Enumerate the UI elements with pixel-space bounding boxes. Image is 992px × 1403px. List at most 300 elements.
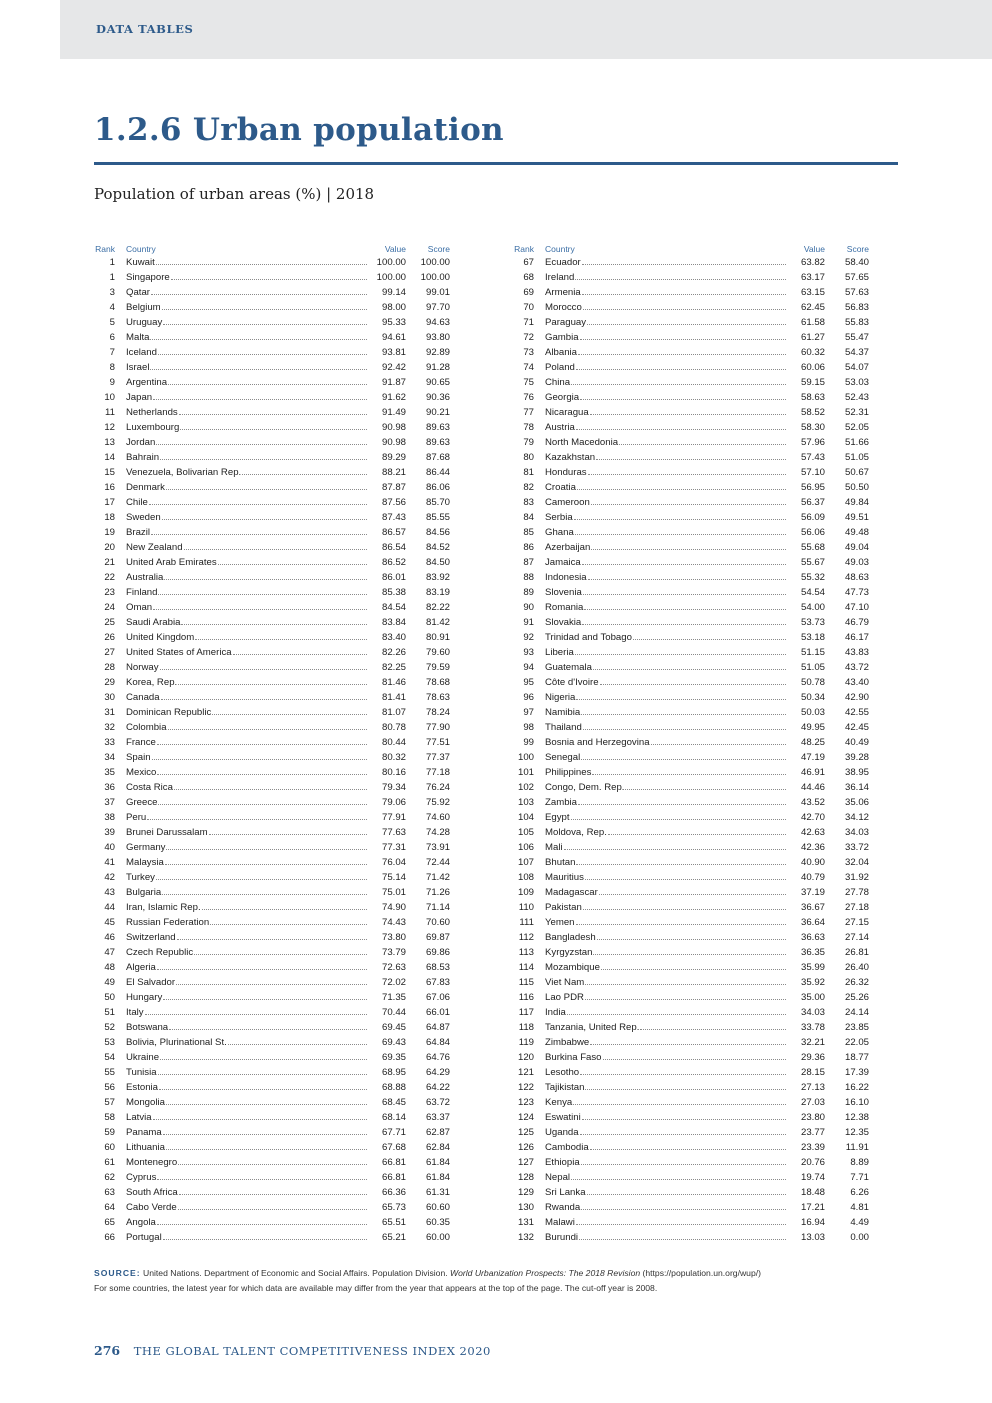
table-subtitle: Population of urban areas (%) | 2018 xyxy=(94,185,375,203)
table-row xyxy=(92,705,450,720)
score-cell: 89.63 xyxy=(425,422,450,433)
value-cell: 46.91 xyxy=(800,767,825,778)
rank-cell: 74 xyxy=(523,362,534,373)
country-cell: Oman xyxy=(126,602,153,613)
country-cell: United Arab Emirates xyxy=(126,557,217,568)
value-cell: 100.00 xyxy=(376,272,406,283)
rank-cell: 37 xyxy=(104,797,115,808)
rank-cell: 112 xyxy=(518,932,534,943)
value-cell: 74.90 xyxy=(381,902,406,913)
table-row xyxy=(511,480,869,495)
value-cell: 65.51 xyxy=(381,1217,406,1228)
score-cell: 46.79 xyxy=(844,617,869,628)
country-cell: Spain xyxy=(126,752,151,763)
score-cell: 56.83 xyxy=(844,302,869,313)
value-cell: 71.35 xyxy=(381,992,406,1003)
country-cell: Philippines xyxy=(545,767,592,778)
table-row xyxy=(511,885,869,900)
rank-cell: 8 xyxy=(109,362,115,373)
score-cell: 12.38 xyxy=(844,1112,869,1123)
value-cell: 49.95 xyxy=(800,722,825,733)
rank-cell: 10 xyxy=(104,392,115,403)
table-row xyxy=(511,1050,869,1065)
value-header: Value xyxy=(384,244,406,254)
score-cell: 90.36 xyxy=(425,392,450,403)
table-row xyxy=(92,495,450,510)
rank-cell: 111 xyxy=(519,917,534,928)
country-cell: Japan xyxy=(126,392,153,403)
value-cell: 91.49 xyxy=(381,407,406,418)
country-cell: Liberia xyxy=(545,647,574,658)
country-cell: Lithuania xyxy=(126,1142,165,1153)
score-cell: 62.87 xyxy=(425,1127,450,1138)
header-band xyxy=(60,0,992,59)
rank-cell: 131 xyxy=(517,1217,534,1228)
rank-cell: 92 xyxy=(523,632,534,643)
country-cell: Egypt xyxy=(545,812,570,823)
rank-cell: 72 xyxy=(523,332,534,343)
rank-cell: 76 xyxy=(523,392,534,403)
value-cell: 75.01 xyxy=(381,887,406,898)
country-cell: Ethiopia xyxy=(545,1157,580,1168)
rank-cell: 114 xyxy=(518,962,534,973)
rank-cell: 67 xyxy=(523,257,534,268)
source-label: SOURCE: xyxy=(94,1268,141,1278)
rank-cell: 88 xyxy=(523,572,534,583)
publication-title: World Urbanization Prospects: The 2018 Revision xyxy=(450,1268,641,1278)
score-cell: 42.45 xyxy=(844,722,869,733)
rank-cell: 89 xyxy=(523,587,534,598)
rank-cell: 43 xyxy=(104,887,115,898)
value-cell: 89.29 xyxy=(381,452,406,463)
rank-cell: 84 xyxy=(523,512,534,523)
table-row xyxy=(92,630,450,645)
value-cell: 82.26 xyxy=(381,647,406,658)
value-cell: 55.32 xyxy=(800,572,825,583)
value-cell: 80.44 xyxy=(381,737,406,748)
rank-cell: 113 xyxy=(518,947,534,958)
score-cell: 77.51 xyxy=(425,737,450,748)
value-cell: 98.00 xyxy=(381,302,406,313)
rank-cell: 85 xyxy=(523,527,534,538)
rank-cell: 7 xyxy=(109,347,115,358)
country-cell: Poland xyxy=(545,362,575,373)
country-cell: Georgia xyxy=(545,392,580,403)
rank-cell: 128 xyxy=(517,1172,534,1183)
country-cell: Armenia xyxy=(545,287,581,298)
score-cell: 69.86 xyxy=(425,947,450,958)
rank-cell: 16 xyxy=(104,482,115,493)
country-cell: Cyprus xyxy=(126,1172,157,1183)
score-cell: 86.44 xyxy=(425,467,450,478)
rank-cell: 32 xyxy=(104,722,115,733)
cutoff-note: For some countries, the latest year for which data are available may differ from the year that appears at the top of the page. The cut-off year is 2008. xyxy=(94,1282,658,1293)
table-row xyxy=(511,465,869,480)
value-cell: 91.62 xyxy=(381,392,406,403)
score-cell: 46.17 xyxy=(844,632,869,643)
rank-cell: 122 xyxy=(517,1082,534,1093)
country-cell: Saudi Arabia xyxy=(126,617,181,628)
value-cell: 87.87 xyxy=(381,482,406,493)
value-cell: 35.92 xyxy=(800,977,825,988)
table-row xyxy=(511,900,869,915)
score-cell: 50.67 xyxy=(844,467,869,478)
value-cell: 77.91 xyxy=(381,812,406,823)
score-cell: 71.14 xyxy=(425,902,450,913)
rank-cell: 49 xyxy=(104,977,115,988)
score-cell: 38.95 xyxy=(844,767,869,778)
score-cell: 50.50 xyxy=(844,482,869,493)
country-cell: Portugal xyxy=(126,1232,162,1243)
country-cell: Tajikistan xyxy=(545,1082,585,1093)
score-cell: 84.56 xyxy=(425,527,450,538)
rank-cell: 77 xyxy=(523,407,534,418)
value-cell: 42.70 xyxy=(800,812,825,823)
country-cell: Canada xyxy=(126,692,160,703)
rank-cell: 12 xyxy=(104,422,115,433)
value-cell: 44.46 xyxy=(800,782,825,793)
score-cell: 26.81 xyxy=(844,947,869,958)
value-cell: 81.41 xyxy=(381,692,406,703)
score-cell: 93.80 xyxy=(425,332,450,343)
country-cell: Venezuela, Bolivarian Rep. xyxy=(126,467,242,478)
rank-cell: 116 xyxy=(518,992,534,1003)
country-cell: Uruguay xyxy=(126,317,163,328)
value-cell: 68.14 xyxy=(381,1112,406,1123)
rank-cell: 40 xyxy=(104,842,115,853)
table-row xyxy=(92,735,450,750)
value-cell: 23.80 xyxy=(800,1112,825,1123)
country-cell: Bosnia and Herzegovina xyxy=(545,737,650,748)
value-cell: 87.56 xyxy=(381,497,406,508)
rank-cell: 79 xyxy=(523,437,534,448)
value-cell: 86.01 xyxy=(381,572,406,583)
rank-cell: 38 xyxy=(104,812,115,823)
title-divider xyxy=(94,162,898,165)
score-cell: 18.77 xyxy=(844,1052,869,1063)
country-cell: Croatia xyxy=(545,482,576,493)
table-row xyxy=(92,840,450,855)
score-cell: 74.60 xyxy=(425,812,450,823)
score-cell: 72.44 xyxy=(425,857,450,868)
country-cell: Austria xyxy=(545,422,575,433)
rank-cell: 124 xyxy=(517,1112,534,1123)
score-cell: 49.04 xyxy=(844,542,869,553)
value-cell: 73.80 xyxy=(381,932,406,943)
country-cell: Malaysia xyxy=(126,857,164,868)
table-row xyxy=(511,630,869,645)
score-cell: 78.24 xyxy=(425,707,450,718)
value-cell: 79.34 xyxy=(381,782,406,793)
country-cell: Hungary xyxy=(126,992,163,1003)
score-cell: 25.26 xyxy=(844,992,869,1003)
table-row xyxy=(92,285,450,300)
country-cell: Peru xyxy=(126,812,147,823)
country-cell: Côte d'Ivoire xyxy=(545,677,599,688)
score-cell: 52.43 xyxy=(844,392,869,403)
score-cell: 64.22 xyxy=(425,1082,450,1093)
country-cell: Kuwait xyxy=(126,257,155,268)
score-cell: 22.05 xyxy=(844,1037,869,1048)
rank-cell: 56 xyxy=(104,1082,115,1093)
table-row xyxy=(92,795,450,810)
score-cell: 57.63 xyxy=(844,287,869,298)
table-row xyxy=(511,1200,869,1215)
value-cell: 50.78 xyxy=(800,677,825,688)
rank-cell: 120 xyxy=(517,1052,534,1063)
value-cell: 62.45 xyxy=(800,302,825,313)
table-row xyxy=(511,675,869,690)
table-row xyxy=(511,1035,869,1050)
table-row xyxy=(511,960,869,975)
score-cell: 55.83 xyxy=(844,317,869,328)
rank-cell: 3 xyxy=(109,287,115,298)
country-cell: Zimbabwe xyxy=(545,1037,590,1048)
rank-cell: 18 xyxy=(104,512,115,523)
rank-cell: 94 xyxy=(523,662,534,673)
rank-cell: 117 xyxy=(518,1007,534,1018)
rank-cell: 23 xyxy=(104,587,115,598)
rank-cell: 4 xyxy=(109,302,115,313)
value-cell: 56.09 xyxy=(800,512,825,523)
value-cell: 58.52 xyxy=(800,407,825,418)
rank-cell: 127 xyxy=(517,1157,534,1168)
publication-name: THE GLOBAL TALENT COMPETITIVENESS INDEX 2020 xyxy=(133,1344,491,1358)
score-cell: 60.00 xyxy=(425,1232,450,1243)
score-cell: 64.76 xyxy=(425,1052,450,1063)
score-cell: 31.92 xyxy=(844,872,869,883)
rank-cell: 47 xyxy=(104,947,115,958)
table-row xyxy=(92,360,450,375)
table-row xyxy=(511,450,869,465)
value-cell: 35.00 xyxy=(800,992,825,1003)
table-row xyxy=(511,945,869,960)
score-cell: 70.60 xyxy=(425,917,450,928)
value-cell: 36.67 xyxy=(800,902,825,913)
table-row xyxy=(92,1095,450,1110)
score-cell: 4.49 xyxy=(850,1217,869,1228)
score-cell: 91.28 xyxy=(425,362,450,373)
table-row xyxy=(511,825,869,840)
score-cell: 33.72 xyxy=(844,842,869,853)
value-cell: 35.99 xyxy=(800,962,825,973)
value-cell: 99.14 xyxy=(381,287,406,298)
score-cell: 77.18 xyxy=(425,767,450,778)
table-row xyxy=(92,645,450,660)
table-row xyxy=(92,615,450,630)
table-row xyxy=(511,810,869,825)
country-cell: Senegal xyxy=(545,752,581,763)
rank-cell: 68 xyxy=(523,272,534,283)
value-cell: 72.63 xyxy=(381,962,406,973)
rank-cell: 15 xyxy=(104,467,115,478)
value-cell: 66.81 xyxy=(381,1172,406,1183)
table-row xyxy=(92,690,450,705)
table-right-rows xyxy=(511,255,869,1245)
score-cell: 60.35 xyxy=(425,1217,450,1228)
table-row xyxy=(92,675,450,690)
score-cell: 90.21 xyxy=(425,407,450,418)
table-row xyxy=(511,285,869,300)
value-cell: 47.19 xyxy=(800,752,825,763)
country-cell: Ecuador xyxy=(545,257,581,268)
score-cell: 54.07 xyxy=(844,362,869,373)
country-cell: Angola xyxy=(126,1217,156,1228)
rank-cell: 42 xyxy=(104,872,115,883)
rank-cell: 27 xyxy=(104,647,115,658)
score-cell: 82.22 xyxy=(425,602,450,613)
score-cell: 83.92 xyxy=(425,572,450,583)
country-cell: Madagascar xyxy=(545,887,598,898)
value-cell: 82.25 xyxy=(381,662,406,673)
country-cell: New Zealand xyxy=(126,542,183,553)
value-cell: 63.82 xyxy=(800,257,825,268)
value-cell: 80.32 xyxy=(381,752,406,763)
table-row xyxy=(511,1215,869,1230)
country-cell: Viet Nam xyxy=(545,977,585,988)
country-cell: Chile xyxy=(126,497,148,508)
rank-cell: 33 xyxy=(104,737,115,748)
country-cell: Singapore xyxy=(126,272,170,283)
score-cell: 48.63 xyxy=(844,572,869,583)
table-row xyxy=(511,705,869,720)
country-cell: United States of America xyxy=(126,647,232,658)
table-row xyxy=(92,915,450,930)
value-cell: 67.68 xyxy=(381,1142,406,1153)
value-cell: 84.54 xyxy=(381,602,406,613)
rank-cell: 51 xyxy=(104,1007,115,1018)
table-row xyxy=(511,660,869,675)
country-cell: Kenya xyxy=(545,1097,573,1108)
score-cell: 52.31 xyxy=(844,407,869,418)
value-cell: 55.67 xyxy=(800,557,825,568)
country-cell: Jordan xyxy=(126,437,156,448)
country-cell: Kazakhstan xyxy=(545,452,596,463)
score-cell: 66.01 xyxy=(425,1007,450,1018)
country-cell: Belgium xyxy=(126,302,161,313)
country-cell: Mauritius xyxy=(545,872,584,883)
score-cell: 51.05 xyxy=(844,452,869,463)
country-cell: Tanzania, United Rep. xyxy=(545,1022,640,1033)
score-cell: 57.65 xyxy=(844,272,869,283)
score-cell: 58.40 xyxy=(844,257,869,268)
value-cell: 90.98 xyxy=(381,422,406,433)
score-cell: 39.28 xyxy=(844,752,869,763)
rank-cell: 22 xyxy=(104,572,115,583)
table-row xyxy=(92,930,450,945)
score-cell: 73.91 xyxy=(425,842,450,853)
country-cell: Costa Rica xyxy=(126,782,173,793)
country-cell: Malta xyxy=(126,332,150,343)
table-row xyxy=(92,1125,450,1140)
score-cell: 24.14 xyxy=(844,1007,869,1018)
score-cell: 42.90 xyxy=(844,692,869,703)
score-cell: 0.00 xyxy=(850,1232,869,1243)
rank-cell: 52 xyxy=(104,1022,115,1033)
score-cell: 90.65 xyxy=(425,377,450,388)
score-cell: 76.24 xyxy=(425,782,450,793)
table-row xyxy=(511,1020,869,1035)
country-cell: Dominican Republic xyxy=(126,707,212,718)
score-cell: 49.84 xyxy=(844,497,869,508)
value-cell: 86.54 xyxy=(381,542,406,553)
table-row xyxy=(92,315,450,330)
value-cell: 68.88 xyxy=(381,1082,406,1093)
value-cell: 67.71 xyxy=(381,1127,406,1138)
value-cell: 74.43 xyxy=(381,917,406,928)
value-cell: 85.38 xyxy=(381,587,406,598)
table-row xyxy=(92,375,450,390)
country-cell: Kyrgyzstan xyxy=(545,947,593,958)
rank-cell: 118 xyxy=(518,1022,534,1033)
country-cell: Slovakia xyxy=(545,617,582,628)
value-cell: 61.27 xyxy=(800,332,825,343)
score-cell: 27.15 xyxy=(844,917,869,928)
score-cell: 47.73 xyxy=(844,587,869,598)
value-cell: 53.18 xyxy=(800,632,825,643)
table-row xyxy=(92,945,450,960)
value-cell: 63.17 xyxy=(800,272,825,283)
value-cell: 13.03 xyxy=(800,1232,825,1243)
score-cell: 47.10 xyxy=(844,602,869,613)
value-cell: 92.42 xyxy=(381,362,406,373)
table-row xyxy=(92,660,450,675)
rank-cell: 19 xyxy=(104,527,115,538)
country-cell: Lao PDR xyxy=(545,992,584,1003)
value-cell: 19.74 xyxy=(800,1172,825,1183)
table-row xyxy=(92,1170,450,1185)
country-cell: Namibia xyxy=(545,707,581,718)
rank-cell: 31 xyxy=(104,707,115,718)
value-cell: 36.35 xyxy=(800,947,825,958)
table-row xyxy=(92,720,450,735)
score-cell: 89.63 xyxy=(425,437,450,448)
value-cell: 18.48 xyxy=(800,1187,825,1198)
score-cell: 85.70 xyxy=(425,497,450,508)
value-cell: 56.95 xyxy=(800,482,825,493)
score-cell: 61.31 xyxy=(425,1187,450,1198)
value-cell: 83.84 xyxy=(381,617,406,628)
table-row xyxy=(92,900,450,915)
table-row xyxy=(511,270,869,285)
value-cell: 56.37 xyxy=(800,497,825,508)
value-cell: 76.04 xyxy=(381,857,406,868)
rank-cell: 1 xyxy=(109,272,115,283)
table-row xyxy=(92,855,450,870)
country-cell: Montenegro xyxy=(126,1157,178,1168)
value-cell: 23.39 xyxy=(800,1142,825,1153)
rank-cell: 30 xyxy=(104,692,115,703)
rank-cell: 97 xyxy=(523,707,534,718)
value-cell: 75.14 xyxy=(381,872,406,883)
score-cell: 86.06 xyxy=(425,482,450,493)
table-row xyxy=(92,390,450,405)
country-cell: Argentina xyxy=(126,377,168,388)
value-cell: 63.15 xyxy=(800,287,825,298)
country-cell: Mozambique xyxy=(545,962,600,973)
table-row xyxy=(92,420,450,435)
table-row xyxy=(511,375,869,390)
country-cell: Bangladesh xyxy=(545,932,596,943)
table-row xyxy=(511,735,869,750)
value-cell: 81.07 xyxy=(381,707,406,718)
score-cell: 6.26 xyxy=(850,1187,869,1198)
rank-cell: 46 xyxy=(104,932,115,943)
country-cell: Netherlands xyxy=(126,407,178,418)
table-row xyxy=(92,480,450,495)
table-row xyxy=(92,765,450,780)
rank-cell: 71 xyxy=(523,317,534,328)
